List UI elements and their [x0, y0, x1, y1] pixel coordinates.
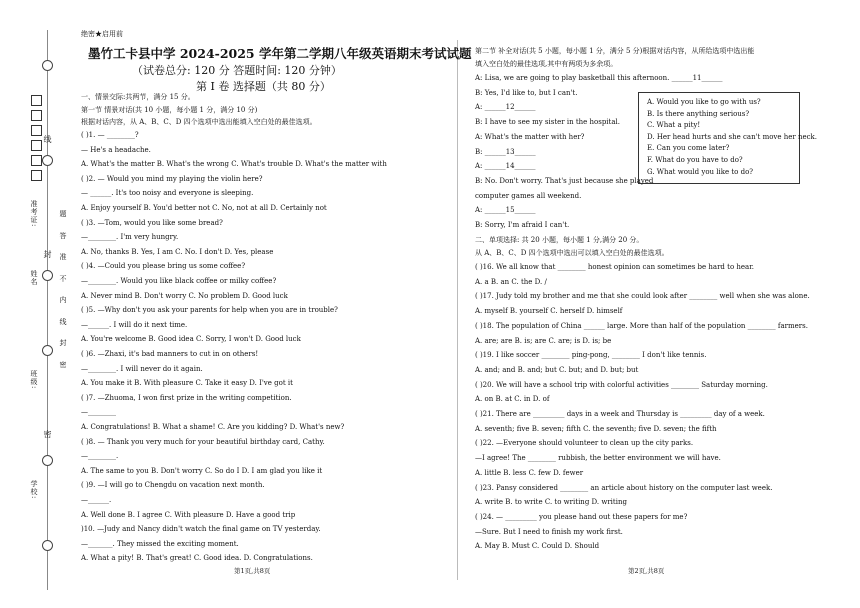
- name-label: 姓名: [30, 270, 38, 286]
- exam-number-box[interactable]: [31, 155, 42, 166]
- option-item: F. What do you have to do?: [647, 156, 743, 164]
- question-line: ( )1. — ________?: [81, 131, 139, 139]
- question-line: —________. I'm very hungry.: [81, 233, 179, 242]
- question-line: ( )4. —Could you please bring us some coffee?: [81, 262, 246, 271]
- seal-mark: 不: [59, 275, 67, 283]
- question-line: ( )20. We will have a school trip with colorful activities ________ Saturday morning.: [475, 380, 768, 389]
- question-line: ( )16. We all know that ________ honest opinion can sometimes be hard to hear.: [475, 263, 755, 271]
- seal-mark: 答: [59, 232, 67, 240]
- question-line: A. write B. to write C. to writing D. writing: [475, 498, 627, 507]
- question-line: —________. Would you like black coffee or milky coffee?: [81, 277, 277, 285]
- section-heading: 一、情景交际:共两节，满分 15 分。: [81, 93, 195, 101]
- binding-line: [47, 30, 48, 590]
- question-line: ( )24. — _________ you please hand out these papers for me?: [475, 512, 688, 521]
- volume-title: 第 I 卷 选择题（共 80 分）: [196, 80, 331, 93]
- question-line: )10. —Judy and Nancy didn't watch the final game on TV yesterday.: [81, 525, 321, 534]
- question-line: A. seventh; five B. seven; fifth C. the seventh; five D. seven; the fifth: [475, 424, 717, 433]
- part-heading: 第一节 情景对话(共 10 小题，每小题 1 分，满分 10 分): [81, 106, 258, 114]
- question-line: ( )22. —Everyone should volunteer to clean up the city parks.: [475, 439, 694, 448]
- question-line: —______.: [81, 496, 112, 504]
- exam-subtitle: （试卷总分: 120 分 答题时间: 120 分钟）: [132, 64, 342, 77]
- part-heading-cont: 填入空白处的最佳选项,其中有两项为多余项。: [475, 60, 618, 68]
- question-line: ( )18. The population of China ______ large. More than half of the population ________ farmers.: [475, 321, 808, 330]
- dialog-line: B: Yes, I'd like to, but I can't.: [475, 88, 578, 97]
- class-label: 班级:: [30, 370, 38, 390]
- seal-char: 密: [43, 430, 52, 439]
- binding-hole: [42, 270, 53, 281]
- option-item: D. Her head hurts and she can't move her neck.: [647, 132, 818, 141]
- question-line: —______. I will do it next time.: [81, 320, 188, 329]
- exam-no-label: 准考证:: [30, 200, 38, 228]
- question-line: —________.: [81, 452, 119, 461]
- option-item: G. What would you like to do?: [647, 167, 754, 176]
- confidential-mark: 绝密★启用前: [81, 30, 123, 38]
- question-line: ( )7. —Zhuoma, I won first prize in the writing competition.: [81, 393, 292, 402]
- question-line: A. Enjoy yourself B. You'd better not C. No, not at all D. Certainly not: [81, 204, 327, 212]
- seal-mark: 准: [59, 253, 67, 261]
- binding-hole: [42, 345, 53, 356]
- question-line: A. Never mind B. Don't worry C. No problem D. Good luck: [81, 291, 288, 300]
- question-line: —Sure. But I need to finish my work first.: [475, 527, 623, 536]
- question-line: —_______. They missed the exciting moment.: [81, 539, 239, 548]
- question-line: ( )17. Judy told my brother and me that she could look after ________ well when she was alone.: [475, 292, 810, 301]
- options-box: [638, 92, 818, 184]
- question-line: —________. I will never do it again.: [81, 364, 203, 373]
- binding-hole: [42, 155, 53, 166]
- question-line: —I agree! The ________ rubbish, the better environment we will have.: [475, 454, 721, 463]
- question-line: A. a B. an C. the D. /: [475, 277, 547, 286]
- seal-mark: 密: [59, 361, 67, 369]
- dialog-line: B: Sorry, I'm afraid I can't.: [475, 221, 570, 229]
- dialog-line: A: Lisa, we are going to play basketball this afternoon. ______11______: [475, 74, 723, 82]
- page-footer: 第1页,共8页: [234, 567, 271, 575]
- question-line: A. and; and B. and; but C. but; and D. but; but: [475, 365, 639, 374]
- exam-number-box[interactable]: [31, 125, 42, 136]
- question-line: A. The same to you B. Don't worry C. So do I D. I am glad you like it: [81, 466, 323, 475]
- question-line: A. Congratulations! B. What a shame! C. Are you kidding? D. What's new?: [81, 423, 345, 431]
- column-divider: [457, 40, 458, 580]
- dialog-line: B: ______13______: [475, 147, 536, 156]
- page-footer: 第2页,共8页: [628, 567, 665, 575]
- question-line: ( )2. — Would you mind my playing the violin here?: [81, 174, 263, 183]
- binding-hole: [42, 60, 53, 71]
- question-line: ( )5. —Why don't you ask your parents for help when you are in trouble?: [81, 306, 338, 315]
- question-line: — ______. It's too noisy and everyone is sleeping.: [81, 189, 254, 198]
- question-line: A. You make it B. With pleasure C. Take it easy D. I've got it: [81, 379, 293, 388]
- seal-mark: 线: [59, 318, 67, 326]
- question-line: ( )6. —Zhaxi, it's bad manners to cut in on others!: [81, 350, 259, 358]
- option-item: C. What a pity!: [647, 121, 701, 130]
- dialog-line: A: ______15______: [475, 206, 536, 215]
- question-line: A. What's the matter B. What's the wrong C. What's trouble D. What's the matter with: [81, 160, 387, 169]
- question-line: A. May B. Must C. Could D. Should: [475, 542, 600, 551]
- binding-hole: [42, 455, 53, 466]
- option-item: E. Can you come later?: [647, 144, 730, 153]
- question-line: A. little B. less C. few D. fewer: [475, 468, 584, 477]
- question-line: A. No, thanks B. Yes, I am C. No. I don't D. Yes, please: [81, 247, 274, 256]
- seal-char: 封: [43, 250, 52, 259]
- dialog-line: B: I have to see my sister in the hospital.: [475, 118, 620, 127]
- seal-mark: 题: [59, 210, 67, 218]
- question-line: —________: [81, 408, 116, 417]
- question-line: A. You're welcome B. Good idea C. Sorry, I won't D. Good luck: [81, 335, 301, 344]
- seal-char: 线: [43, 135, 52, 144]
- section-heading: 二、单项选择: 共 20 小题，每小题 1 分,满分 20 分。: [475, 236, 644, 244]
- question-line: ( )21. There are _________ days in a week and Thursday is _________ day of a week.: [475, 410, 765, 418]
- seal-mark: 封: [59, 339, 67, 347]
- dialog-line: computer games all weekend.: [475, 191, 582, 200]
- question-line: ( )3. —Tom, would you like some bread?: [81, 218, 223, 227]
- question-line: ( )19. I like soccer ________ ping-pong, ________ I don't like tennis.: [475, 351, 707, 360]
- exam-number-box[interactable]: [31, 95, 42, 106]
- question-line: A. myself B. yourself C. herself D. himself: [475, 307, 623, 316]
- part-heading: 第二节 补全对话(共 5 小题，每小题 1 分，满分 5 分)根据对话内容，从所给选项中选出能: [475, 47, 755, 55]
- exam-title: 墨竹工卡县中学 2024-2025 学年第二学期八年级英语期末考试试题: [88, 46, 472, 61]
- dialog-line: A: What's the matter with her?: [475, 132, 585, 141]
- exam-number-box[interactable]: [31, 140, 42, 151]
- question-line: ( )8. — Thank you very much for your beautiful birthday card, Cathy.: [81, 437, 325, 446]
- exam-number-box[interactable]: [31, 110, 42, 121]
- binding-hole: [42, 540, 53, 551]
- seal-mark: 内: [59, 296, 67, 304]
- question-line: A. are; are B. is; are C. are; is D. is; be: [475, 336, 612, 345]
- dialog-line: A: ______12______: [475, 103, 536, 112]
- school-label: 学校:: [30, 480, 38, 500]
- dialog-line: B: No. Don't worry. That's just because she played: [475, 176, 654, 185]
- exam-number-box[interactable]: [31, 170, 42, 181]
- instruction: 根据对话内容，从 A、B、C、D 四个选项中选出能填入空白处的最佳选项。: [81, 118, 317, 126]
- question-line: — He's a headache.: [81, 145, 151, 154]
- question-line: ( )9. —I will go to Chengdu on vacation next month.: [81, 481, 265, 490]
- dialog-line: A: ______14______: [475, 162, 536, 171]
- question-line: A. What a pity! B. That's great! C. Good idea. D. Congratulations.: [81, 554, 313, 563]
- question-line: A. on B. at C. in D. of: [475, 395, 550, 404]
- option-item: B. Is there anything serious?: [647, 109, 750, 118]
- question-line: A. Well done B. I agree C. With pleasure D. Have a good trip: [81, 510, 296, 519]
- option-item: A. Would you like to go with us?: [647, 98, 761, 106]
- instruction: 从 A、B、C、D 四个选项中选出可以填入空白处的最佳选项。: [475, 249, 669, 257]
- question-line: ( )23. Pansy considered ________ an article about history on the computer last week.: [475, 483, 773, 492]
